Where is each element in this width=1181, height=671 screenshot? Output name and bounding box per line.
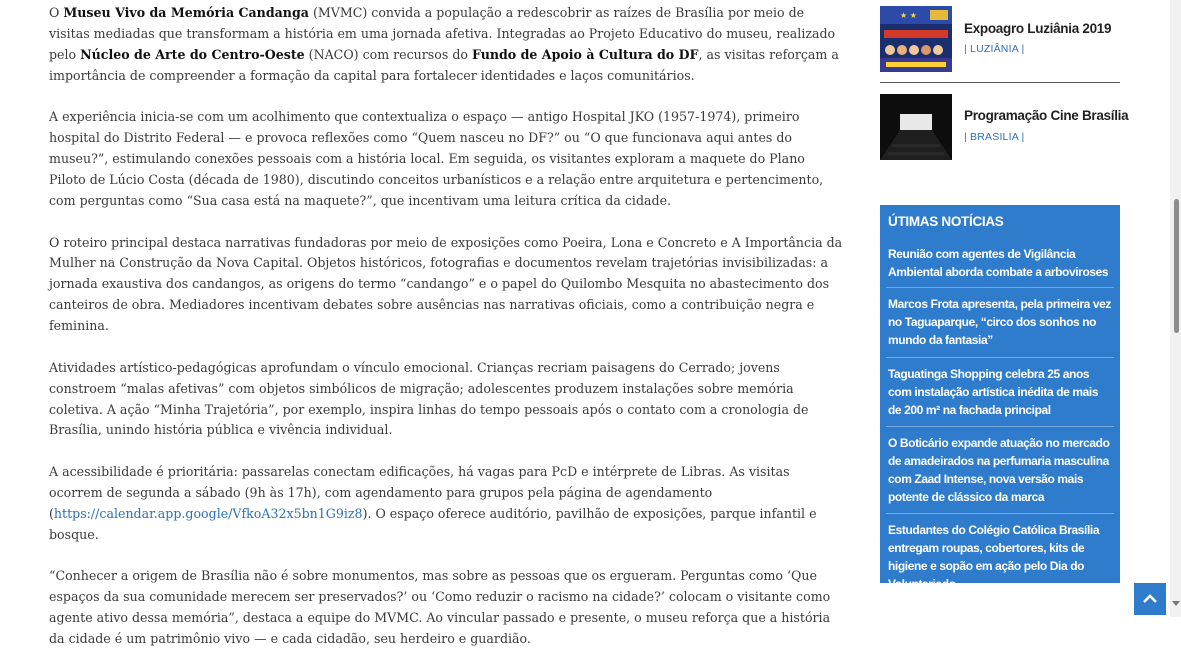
scrollbar[interactable] <box>1170 0 1181 617</box>
news-item[interactable]: Estudantes do Colégio Católica Brasília entregam roupas, cobertores, kits de higiene e sopão em ação pelo Dia do Voluntariado <box>888 523 1100 591</box>
chevron-up-icon <box>1142 591 1158 607</box>
article-body <box>49 3 844 671</box>
text-span: (NACO) com recursos do <box>304 46 472 62</box>
text-span: A acessibilidade é prioritária: passarelas conectam edificações, há vagas para PcD e intérprete de Libras. As visitas ocorrem de segunda a sábado (9h às 17h), com agendamento para grupos pela página de agendamento ( <box>49 464 790 521</box>
article-paragraph-1 <box>49 3 844 87</box>
naco-name: Núcleo de Arte do Centro-Oeste <box>80 46 305 62</box>
fund-name: Fundo de Apoio à Cultura do DF <box>471 46 699 62</box>
back-to-top-button[interactable] <box>1134 583 1166 615</box>
article-paragraph-3: O roteiro principal destaca narrativas fundadoras por meio de exposições como Poeira, Lona e Concreto e A Importância da Mulher na Construção da Nova Capital. Objetos históricos, fotografias e documentos revelam trajetórias invisibilizadas: a jornada exaustiva dos candangos, as origens do termo “candango” e o papel do Quilombo Mesquita no abastecimento dos canteiros de obra. Mediadores incentivam debates sobre ausências nas narrativas oficiais, como a contribuição negra e feminina. <box>49 234 843 334</box>
news-item[interactable]: Reunião com agentes de Vigilância Ambiental aborda combate a arboviroses <box>888 247 1109 279</box>
news-divider <box>886 426 1114 427</box>
related-post-title[interactable]: Expoagro Luziânia 2019 <box>964 21 1112 36</box>
text-span: (MVMC) convida a população a redescobrir as raízes de Brasília por meio de visitas mediadas que transformam a história em uma jornada afetiva. Integradas ao Projeto Educativo do museu, realizado pelo <box>49 5 836 62</box>
cinema-screen-thumbnail-icon[interactable] <box>880 94 952 160</box>
article-paragraph-6: “Conhecer a origem de Brasília não é sobre monumentos, mas sobre as pessoas que os ergueram. Perguntas como ‘Que espaços da sua comunidade merecem ser preservados?’ ou ‘Como reduzir o racismo na cidade?’ colocam o visitante como agente ativo dessa memória”, destaca a equipe do MVMC. Ao vincular passado e presente, o museu reforça que a história da cidade é um patrimônio vivo — e cada cidadão, seu herdeiro e guardião. <box>49 568 831 647</box>
article-paragraph-4: Atividades artístico-pedagógicas aprofundam o vínculo emocional. Crianças recriam paisagens do Cerrado; jovens constroem “malas afetivas” com objetos simbólicos de migração; adolescentes produzem instalações sobre memória coletiva. A ação “Minha Trajetória”, por exemplo, inspira linhas do tempo pessoais após o contato com a cronologia de Brasília, unindo história pública e vivência individual. <box>49 359 809 438</box>
museum-name: Museu Vivo da Memória Candanga <box>63 5 309 20</box>
news-item[interactable]: Taguatinga Shopping celebra 25 anos com instalação artística inédita de mais de 200 m² na fachada principal <box>888 367 1099 417</box>
news-item[interactable]: O Boticário expande atuação no mercado de amadeirados na perfumaria masculina com Zaad Intense, nova versão mais potente de clássico da marca <box>888 436 1110 504</box>
latest-news-heading: ÚTIMAS NOTÍCIAS <box>888 214 1004 229</box>
article-paragraph-5 <box>49 462 844 546</box>
news-divider <box>886 357 1114 358</box>
related-post-category[interactable]: | BRASILIA | <box>964 131 1025 143</box>
event-poster-thumbnail-icon[interactable] <box>880 6 952 72</box>
related-post-title[interactable]: Programação Cine Brasília <box>964 108 1129 123</box>
divider <box>880 82 1120 83</box>
article-paragraph-2: A experiência inicia-se com um acolhimento que contextualiza o espaço — antigo Hospital JKO (1957-1974), primeiro hospital do Distrito Federal — e provoca reflexões como “Quem nasceu no DF?” ou “O que funcionava aqui antes do museu?”, estimulando conexões pessoais com a história local. Em seguida, os visitantes exploram a maquete do Plano Piloto de Lúcio Costa (década de 1980), discutindo conceitos urbanísticos e a relação entre arquitetura e pertencimento, com perguntas como “Sua casa está na maquete?”, que incentivam uma leitura crítica da cidade. <box>49 109 824 208</box>
text-span: , as visitas reforçam a importância de compreender a formação da capital para fortalecer identidades e laços comunitários. <box>49 46 839 83</box>
text-span: O <box>49 5 64 20</box>
text-span: ). O espaço oferece auditório, pavilhão de exposições, parque infantil e bosque. <box>49 505 817 542</box>
news-divider <box>886 513 1114 514</box>
news-divider <box>886 287 1114 288</box>
svg-text:★ ★: ★ ★ <box>900 11 917 20</box>
scrollbar-thumb[interactable] <box>1174 199 1179 333</box>
scheduling-link[interactable]: https://calendar.app.google/VfkoA32x5bn1G9iz8 <box>53 505 363 521</box>
related-post-category[interactable]: | LUZIÂNIA | <box>964 43 1025 55</box>
news-item[interactable]: Marcos Frota apresenta, pela primeira vez no Taguaparque, “circo dos sonhos no mundo da fantasia” <box>888 297 1112 347</box>
latest-news-panel <box>880 205 1120 591</box>
scroll-down-arrow-icon[interactable] <box>1172 601 1180 606</box>
